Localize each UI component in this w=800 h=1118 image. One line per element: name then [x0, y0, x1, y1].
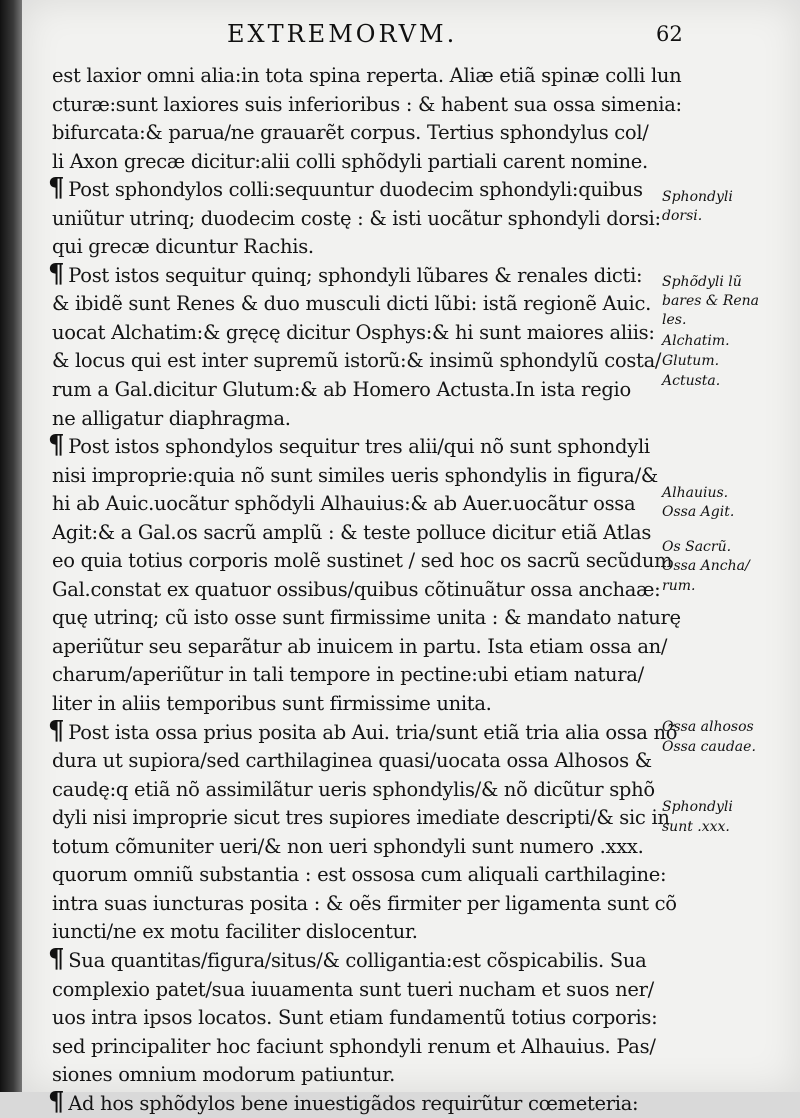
line-text: Post istos sphondylos sequitur tres alii/qui nõ sunt sphondyli [68, 435, 650, 459]
text-line [48, 517, 678, 546]
margin-note: Os Sacrũ. [662, 539, 732, 555]
text-line [48, 1059, 678, 1088]
line-text: quorum omniũ substantia : est ossosa cum aliquali carthilagine: [52, 863, 667, 887]
line-text: uniũtur utrinq; duodecim costę : & isti uocãtur sphondyli dorsi: [52, 206, 661, 230]
line-text: eo quia totius corporis molẽ sustinet / sed hoc os sacrũ secũdum [52, 549, 673, 573]
marginal-glosses [662, 0, 798, 1092]
text-line [48, 317, 678, 346]
book-page [22, 0, 800, 1117]
margin-note: Ossa caudae. [662, 739, 756, 755]
text-line [48, 945, 678, 974]
text-line [48, 488, 678, 517]
line-text: intra suas iuncturas posita : & oẽs firmiter per ligamenta sunt cõ [52, 891, 677, 915]
text-line [48, 859, 678, 888]
text-line [48, 574, 678, 603]
line-text: ne alligatur diaphragma. [52, 406, 291, 430]
line-text: Sua quantitas/figura/situs/& colligantia:est cõspicabilis. Sua [68, 948, 647, 972]
book-gutter-shadow [0, 0, 22, 1092]
running-title: EXTREMORVM. [227, 20, 458, 48]
margin-note: Sphondyli [662, 799, 733, 815]
text-line [48, 916, 678, 945]
text-line [48, 545, 678, 574]
text-line [48, 974, 678, 1003]
line-text: Post istos sequitur quinq; sphondyli lũbares & renales dicti: [68, 263, 643, 287]
margin-note: Glutum. [662, 353, 720, 369]
text-line [48, 174, 678, 203]
margin-note: Alchatim. [662, 333, 730, 349]
line-text: bifurcata:& parua/ne grauarẽt corpus. Tertius sphondylus col/ [52, 121, 649, 145]
margin-note: rum. [662, 578, 696, 594]
margin-note: Sphondyli [662, 189, 733, 205]
line-text: Gal.constat ex quatuor ossibus/quibus cõtinuãtur ossa anchaæ: [52, 577, 661, 601]
text-line [48, 1002, 678, 1031]
line-text: qui grecæ dicuntur Rachis. [52, 235, 314, 259]
line-text: & ibidẽ sunt Renes & duo musculi dicti lũbi: istã regionẽ Auic. [52, 292, 651, 316]
text-line [48, 288, 678, 317]
text-line [48, 659, 678, 688]
margin-note: Ossa alhosos [662, 719, 754, 735]
line-text: iuncti/ne ex motu faciliter dislocentur. [52, 920, 418, 944]
text-line [48, 688, 678, 717]
margin-note: Ossa Ancha/ [662, 558, 750, 574]
line-text: totum cõmuniter ueri/& non ueri sphondyli sunt numero .xxx. [52, 834, 644, 858]
text-line [48, 89, 682, 118]
line-text: Ad hos sphõdylos bene inuestigãdos requirũtur cœmeteria: [68, 1091, 639, 1115]
line-text: est laxior omni alia:in tota spina reperta. Aliæ etiã spinæ colli lun [52, 64, 682, 87]
text-line [48, 374, 678, 403]
text-line [48, 146, 678, 175]
line-text: hi ab Auic.uocãtur sphõdyli Alhauius:& ab Auer.uocãtur ossa [52, 492, 636, 516]
line-text: aperiũtur seu separãtur ab inuicem in partu. Ista etiam ossa an/ [52, 634, 668, 658]
main-text-block [48, 60, 682, 1117]
line-text: uocat Alchatim:& gręcę dicitur Osphys:& hi sunt maiores aliis: [52, 320, 655, 344]
text-line [48, 745, 678, 774]
text-line [48, 231, 678, 260]
line-text: Post sphondylos colli:sequuntur duodecim sphondyli:quibus [68, 178, 643, 202]
pilcrow-mark: ¶ [48, 430, 65, 461]
text-line [48, 431, 678, 460]
text-line [48, 631, 678, 660]
line-text: & locus qui est inter supremũ istorũ:& insimũ sphondylũ costa/ [52, 349, 662, 373]
folio-number: 62 [656, 22, 683, 46]
line-text: sed principaliter hoc faciunt sphondyli renum et Alhauius. Pas/ [52, 1034, 656, 1058]
text-line [48, 774, 678, 803]
text-line [48, 1031, 678, 1060]
text-line [48, 831, 678, 860]
pilcrow-mark: ¶ [48, 943, 65, 974]
text-line [48, 717, 678, 746]
margin-note: Sphõdyli lũ [662, 274, 742, 290]
text-line [48, 460, 678, 489]
pilcrow-mark: ¶ [48, 715, 65, 746]
line-text: liter in aliis temporibus sunt firmissime unita. [52, 692, 492, 716]
margin-note: sunt .xxx. [662, 819, 730, 835]
line-text: caudę:q etiã nõ assimilãtur ueris sphondylis/& nõ dicũtur sphõ [52, 777, 655, 801]
line-text: siones omnium modorum patiuntur. [52, 1063, 396, 1087]
text-line [48, 802, 678, 831]
line-text: charum/aperiũtur in tali tempore in pectine:ubi etiam natura/ [52, 663, 644, 687]
margin-note: les. [662, 312, 687, 328]
text-line [48, 345, 678, 374]
line-text: cturæ:sunt laxiores suis inferioribus : & habent sua ossa simenia: [52, 92, 682, 116]
line-text: nisi improprie:quia nõ sunt similes ueris sphondylis in figura/& [52, 463, 658, 487]
text-line [48, 602, 681, 631]
text-line [48, 888, 678, 917]
margin-note: Alhauius. [662, 485, 729, 501]
margin-note: bares & Rena [662, 293, 760, 309]
margin-note: Ossa Agit. [662, 504, 735, 520]
text-line [48, 260, 678, 289]
line-text: dyli nisi improprie sicut tres supiores imediate descripti/& sic in [52, 806, 670, 830]
line-text: Agit:& a Gal.os sacrũ amplũ : & teste polluce dicitur etiã Atlas [52, 520, 652, 544]
line-text: li Axon grecæ dicitur:alii colli sphõdyli partiali carent nomine. [52, 149, 648, 173]
pilcrow-mark: ¶ [48, 1086, 65, 1117]
text-line [48, 117, 678, 146]
margin-note: Actusta. [662, 373, 721, 389]
text-line [48, 203, 678, 232]
line-text: Post ista ossa prius posita ab Aui. tria/sunt etiã tria alia ossa nõ [68, 720, 678, 744]
pilcrow-mark: ¶ [48, 173, 65, 204]
line-text: dura ut supiora/sed carthilaginea quasi/uocata ossa Alhosos & [52, 749, 652, 773]
line-text: rum a Gal.dicitur Glutum:& ab Homero Actusta.In ista regio [52, 378, 631, 402]
text-line [48, 403, 678, 432]
text-line [48, 60, 682, 89]
line-text: quę utrinq; cũ isto osse sunt firmissime unita : & mandato naturę [52, 606, 681, 630]
line-text: complexio patet/sua iuuamenta sunt tueri nucham et suos ner/ [52, 977, 654, 1001]
margin-note: dorsi. [662, 208, 703, 224]
line-text: uos intra ipsos locatos. Sunt etiam fundamentũ totius corporis: [52, 1006, 658, 1030]
pilcrow-mark: ¶ [48, 258, 65, 289]
text-line [48, 1088, 678, 1117]
